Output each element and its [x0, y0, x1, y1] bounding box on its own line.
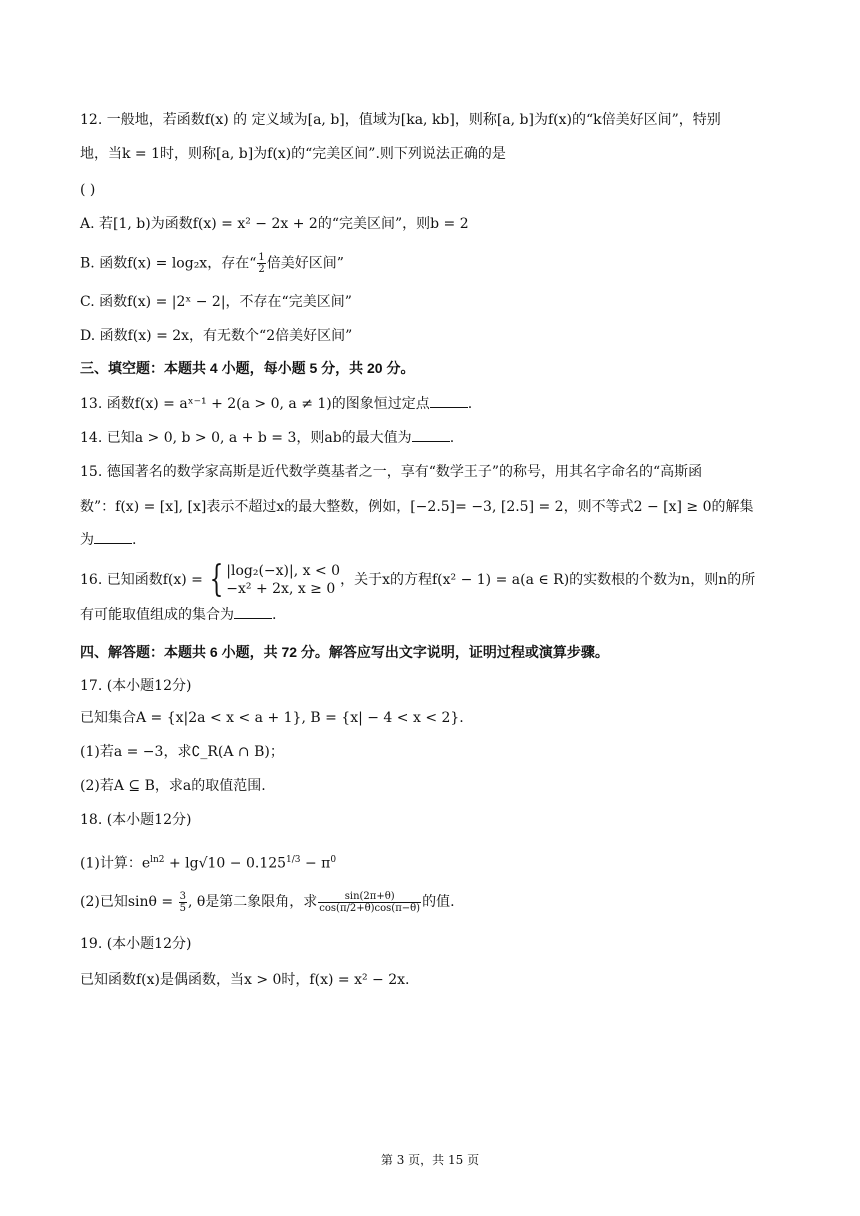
q12-option-b-post: 倍美好区间” — [266, 255, 344, 272]
q18-part2 — [80, 888, 455, 916]
piecewise-cases — [226, 562, 340, 598]
q12-paren: ( ) — [80, 182, 96, 198]
q17-title: 17. (本小题12分) — [80, 678, 192, 694]
answer-blank — [94, 531, 132, 544]
brace-icon: { — [209, 559, 224, 600]
q17-part1: (1)若a = −3，求∁_R(A ∩ B)； — [80, 744, 284, 760]
q14 — [80, 428, 454, 448]
q12-line2: 地，当k = 1时，则称[a, b]为f(x)的“完美区间”.则下列说法正确的是 — [80, 146, 506, 162]
answer-blank — [234, 606, 272, 619]
q15-line3 — [80, 530, 136, 550]
fraction-denominator: 2 — [258, 264, 265, 275]
q14-text: 14. 已知a > 0, b > 0, a + b = 3，则ab的最大值为 — [80, 430, 412, 446]
q15-line1: 15. 德国著名的数学家高斯是近代数学奠基者之一，享有“数学王子”的称号，用其名字命名的“高斯函 — [80, 464, 703, 480]
q12-option-b — [80, 252, 344, 275]
q16-pre: 16. 已知函数f(x) = — [80, 572, 208, 588]
q12-line1: 12. 一般地，若函数f(x) 的 定义域为[a, b]，值域为[ka, kb]，则称[a, b]为f(x)的“k倍美好区间”，特别 — [80, 112, 721, 128]
q16-post: ，关于x的方程f(x² − 1) = a(a ∈ R)的实数根的个数为n，则n的所 — [340, 572, 756, 588]
q13 — [80, 394, 472, 414]
section-3-heading: 三、填空题：本题共 4 小题，每小题 5 分，共 20 分。 — [80, 360, 415, 376]
fraction-numerator: 3 — [179, 890, 186, 902]
q18-p1-exponent-2: 1/3 — [286, 855, 301, 865]
q18-p1-post: − π — [300, 855, 331, 872]
q19-stem: 已知函数f(x)是偶函数，当x > 0时，f(x) = x² − 2x. — [80, 972, 410, 988]
q18-title: 18. (本小题12分) — [80, 812, 192, 828]
piecewise-case-1: |log₂(−x)|, x < 0 — [226, 563, 341, 579]
q13-text: 13. 函数f(x) = aˣ⁻¹ + 2(a > 0, a ≠ 1)的图象恒过定点 — [80, 396, 430, 412]
q16-line1 — [80, 559, 756, 600]
q12-option-a: A. 若[1, b)为函数f(x) = x² − 2x + 2的“完美区间”，则b = 2 — [80, 216, 469, 232]
answer-blank — [430, 395, 468, 408]
q12-option-d: D. 函数f(x) = 2x，有无数个“2倍美好区间” — [80, 328, 353, 344]
fraction-denominator: cos(π/2+θ)cos(π−θ) — [319, 902, 421, 914]
q16-line2 — [80, 605, 276, 625]
q18-p1-mid: + lg√10 − 0.125 — [164, 855, 287, 872]
q17-part2: (2)若A ⊆ B，求a的取值范围. — [80, 778, 266, 794]
q18-p2-pre: (2)已知sinθ = — [80, 894, 178, 910]
q15-line3-end: . — [132, 532, 137, 548]
q18-p1-exponent: ln2 — [150, 855, 165, 865]
q18-part1 — [80, 850, 336, 874]
q17-stem: 已知集合A = {x|2a < x < a + 1}, B = {x| − 4 < x < 2}. — [80, 710, 464, 726]
q18-p2-post: 的值. — [422, 894, 455, 910]
q18-p2-mid: , θ是第二象限角，求 — [187, 894, 318, 910]
q15-line2: 数”：f(x) = [x], [x]表示不超过x的最大整数，例如，[−2.5]= −3, [2.5] = 2，则不等式2 − [x] ≥ 0的解集 — [80, 499, 754, 515]
fraction-half — [257, 252, 265, 275]
fraction-three-fifths — [179, 891, 187, 914]
q12-option-c: C. 函数f(x) = |2ˣ − 2|，不存在“完美区间” — [80, 294, 352, 310]
q19-title: 19. (本小题12分) — [80, 936, 192, 952]
q16-line2-text: 有可能取值组成的集合为 — [80, 607, 234, 623]
q12-option-b-pre: B. 函数f(x) = log₂x，存在“ — [80, 255, 257, 272]
fraction-denominator: 5 — [179, 902, 186, 914]
fraction-trig-expression — [318, 891, 421, 914]
q14-end: . — [449, 430, 455, 446]
q15-line3-text: 为 — [80, 532, 94, 548]
q18-p1-exponent-3: 0 — [330, 855, 337, 865]
q18-p1-pre: (1)计算：e — [80, 855, 151, 872]
fraction-numerator: sin(2π+θ) — [318, 891, 421, 903]
piecewise-case-2: −x² + 2x, x ≥ 0 — [226, 581, 336, 597]
q13-end: . — [467, 396, 473, 412]
page-footer: 第 3 页，共 15 页 — [380, 1153, 480, 1167]
q16-line2-end: . — [272, 607, 277, 623]
section-4-heading: 四、解答题：本题共 6 小题，共 72 分。解答应写出文字说明，证明过程或演算步骤。 — [80, 644, 609, 660]
answer-blank — [412, 429, 450, 442]
fraction-numerator: 1 — [258, 252, 265, 263]
